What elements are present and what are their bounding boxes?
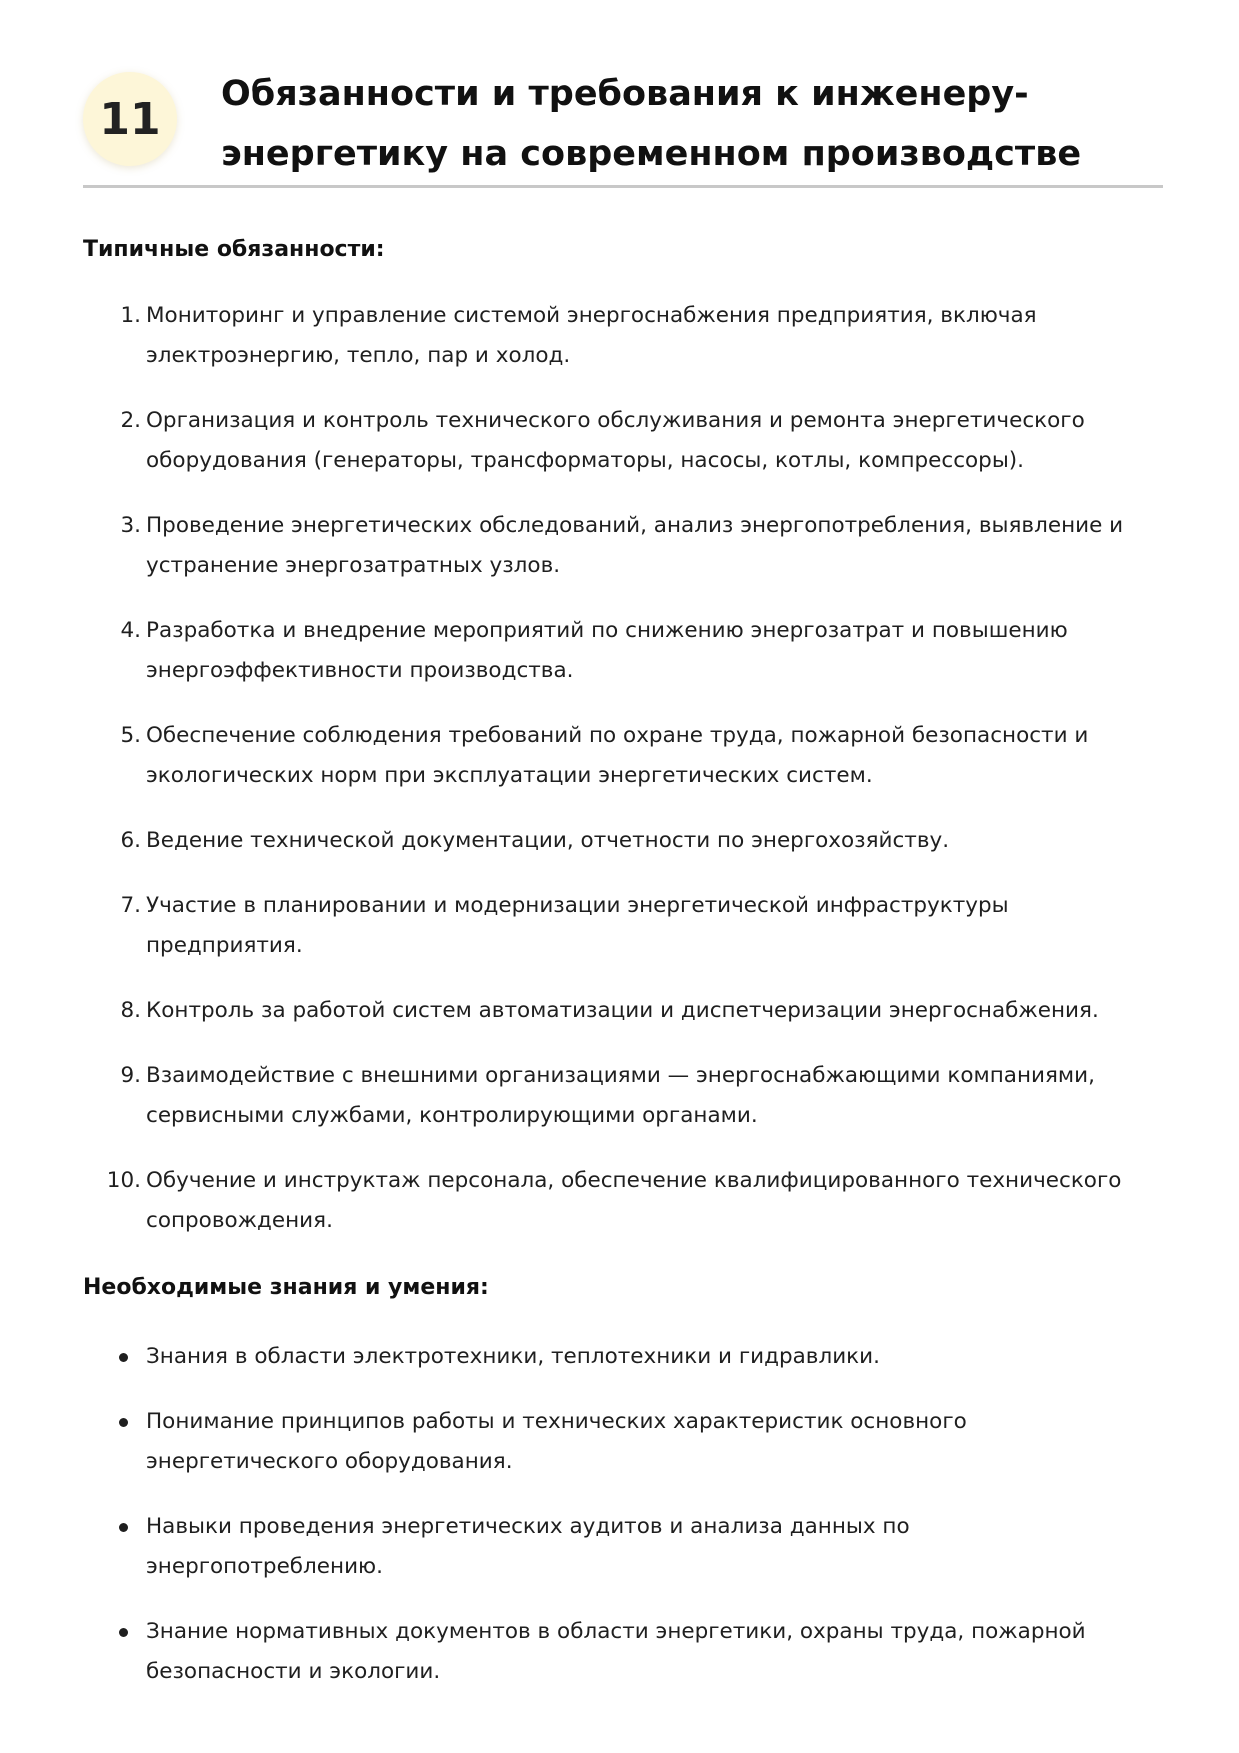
list-item [83, 296, 1153, 376]
duties-list [83, 296, 1153, 1266]
bullet-icon [119, 1353, 128, 1362]
list-item [83, 886, 1153, 966]
list-item [83, 716, 1153, 796]
item-number: 6. [120, 828, 141, 853]
list-item [83, 401, 1153, 481]
item-text: Знание нормативных документов в области энергетики, охраны труда, пожарной безопасности и экологии. [146, 1619, 1086, 1684]
bullet-icon [119, 1523, 128, 1532]
item-text: Разработка и внедрение мероприятий по снижению энергозатрат и повышению энергоэффективности производства. [146, 618, 1068, 683]
list-item [83, 1612, 1153, 1692]
item-text: Проведение энергетических обследований, анализ энергопотребления, выявление и устранение энергозатратных узлов. [146, 513, 1124, 578]
item-text: Знания в области электротехники, теплотехники и гидравлики. [146, 1344, 880, 1369]
item-number: 9. [120, 1063, 141, 1088]
chapter-header [83, 60, 1163, 188]
item-text: Организация и контроль технического обслуживания и ремонта энергетического оборудования (генераторы, трансформаторы, насосы, котлы, компрессоры). [146, 408, 1085, 473]
chapter-number-badge: 11 [83, 72, 177, 166]
item-text: Навыки проведения энергетических аудитов и анализа данных по энергопотреблению. [146, 1514, 910, 1579]
item-number: 10. [106, 1168, 141, 1193]
chapter-title: Обязанности и требования к инженеру-энергетику на современном производстве [221, 74, 1082, 174]
list-item [83, 1337, 1153, 1377]
item-number: 1. [120, 303, 141, 328]
item-number: 4. [120, 618, 141, 643]
list-item [83, 991, 1153, 1031]
duties-heading: Типичные обязанности: [83, 237, 385, 262]
list-item [83, 1402, 1153, 1482]
bullet-icon [119, 1628, 128, 1637]
skills-heading: Необходимые знания и умения: [83, 1275, 489, 1300]
item-number: 7. [120, 893, 141, 918]
item-number: 5. [120, 723, 141, 748]
item-number: 2. [120, 408, 141, 433]
item-text: Мониторинг и управление системой энергоснабжения предприятия, включая электроэнергию, тепло, пар и холод. [146, 303, 1037, 368]
bullet-icon [119, 1418, 128, 1427]
item-text: Понимание принципов работы и технических характеристик основного энергетического оборудования. [146, 1409, 967, 1474]
item-number: 8. [120, 998, 141, 1023]
list-item [83, 1507, 1153, 1587]
item-text: Участие в планировании и модернизации энергетической инфраструктуры предприятия. [146, 893, 1009, 958]
item-text: Контроль за работой систем автоматизации и диспетчеризации энергоснабжения. [146, 998, 1099, 1023]
skills-list [83, 1337, 1153, 1717]
list-item [83, 1161, 1153, 1241]
list-item [83, 821, 1153, 861]
list-item [83, 506, 1153, 586]
item-text: Ведение технической документации, отчетности по энергохозяйству. [146, 828, 950, 853]
list-item [83, 1056, 1153, 1136]
document-page [83, 60, 1163, 1684]
item-text: Взаимодействие с внешними организациями — энергоснабжающими компаниями, сервисными службами, контролирующими органами. [146, 1063, 1095, 1128]
item-text: Обеспечение соблюдения требований по охране труда, пожарной безопасности и экологических норм при эксплуатации энергетических систем. [146, 723, 1089, 788]
list-item [83, 611, 1153, 691]
item-number: 3. [120, 513, 141, 538]
item-text: Обучение и инструктаж персонала, обеспечение квалифицированного технического сопровождения. [146, 1168, 1122, 1233]
